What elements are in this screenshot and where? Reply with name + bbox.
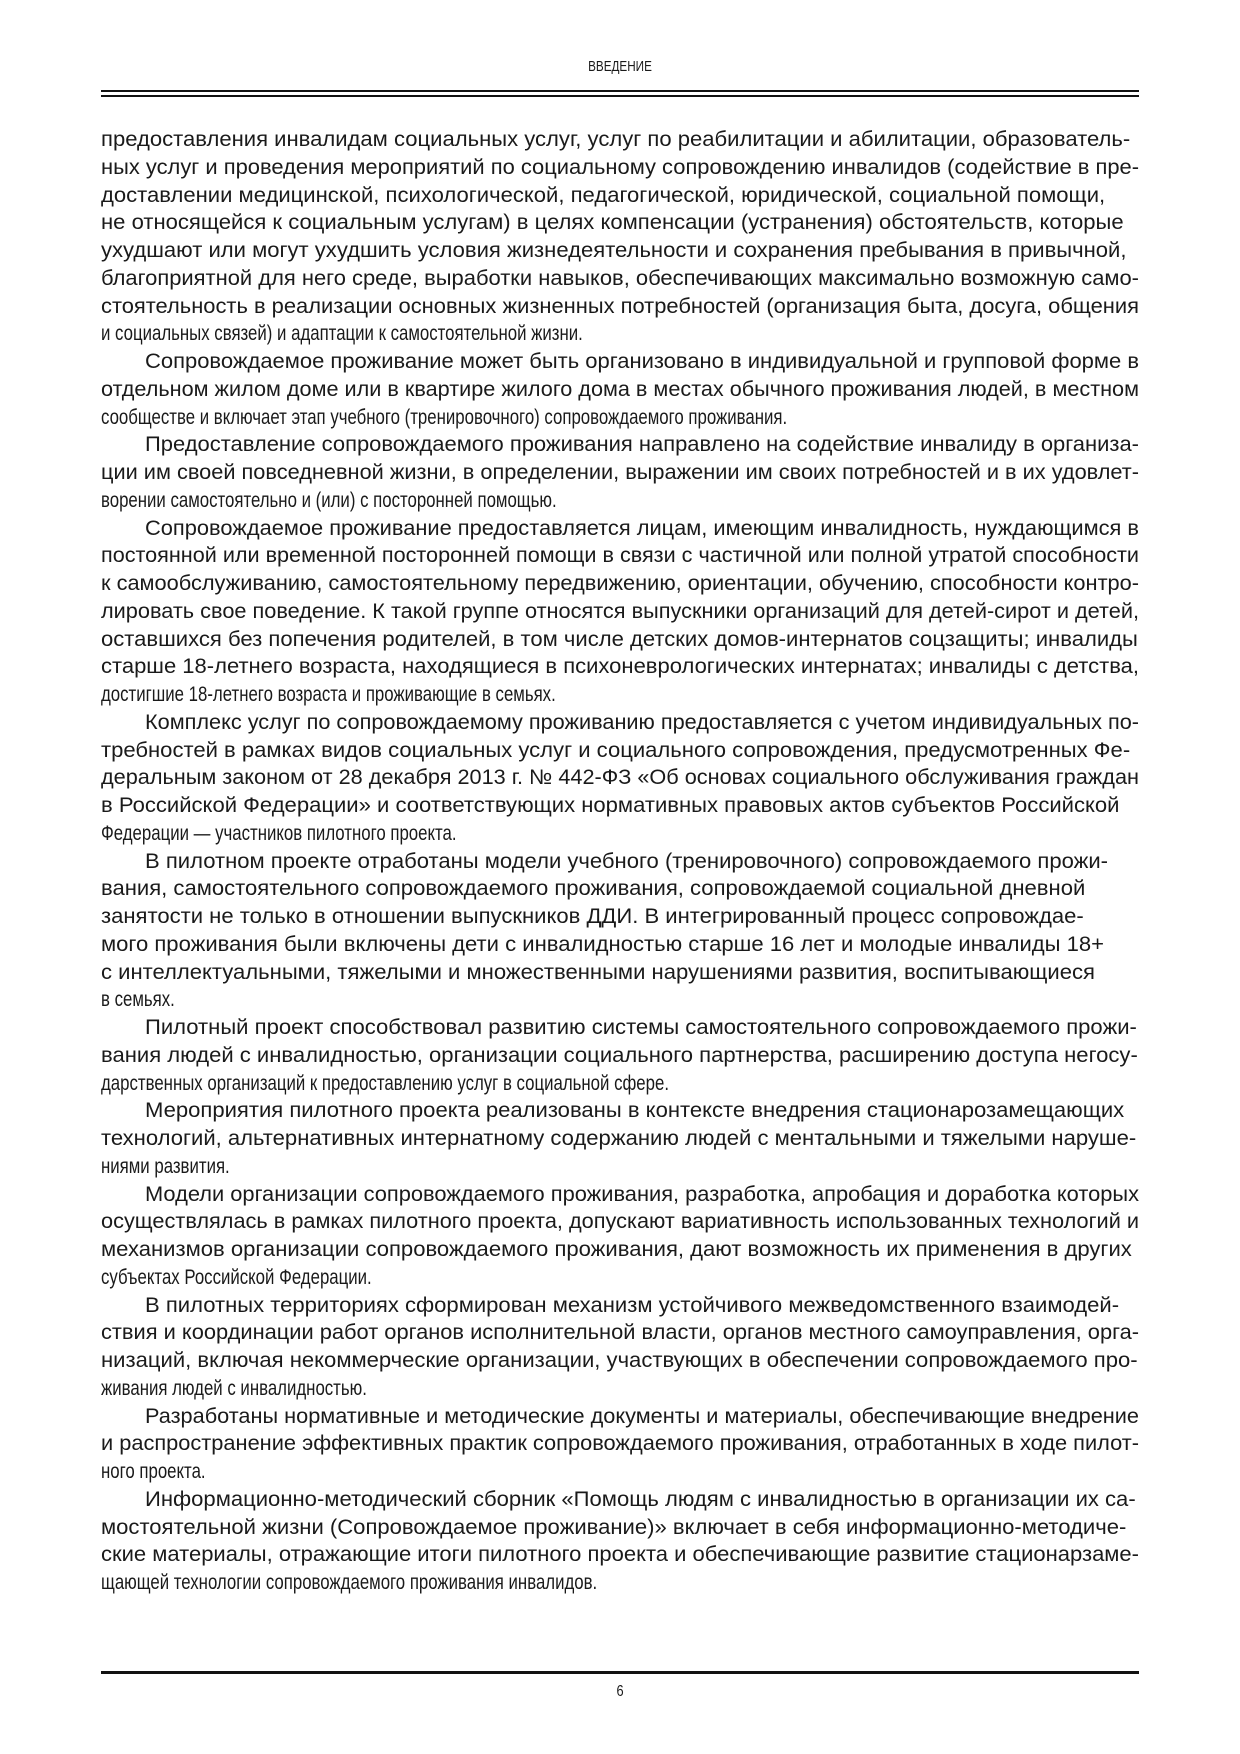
paragraph xyxy=(101,1403,1139,1486)
text-line: и социальных связей) и адаптации к самостоятельной жизни. xyxy=(101,322,583,346)
text-line: Информационно-методический сборник «Помощь людям с инвалидностью в организации их са- xyxy=(145,1487,1136,1511)
text-line: не относящейся к социальным услугам) в целях компенсации (устранения) обстоятельств, которые xyxy=(101,211,1124,235)
text-line: Сопровождаемое проживание может быть организовано в индивидуальной и групповой форме в xyxy=(145,350,1139,373)
text-line: Комплекс услуг по сопровождаемому проживанию предоставляется с учетом индивидуальных по- xyxy=(145,710,1139,734)
paragraph xyxy=(101,1486,1139,1597)
text-line: предоставления инвалидам социальных услуг, услуг по реабилитации и абилитации, образователь- xyxy=(101,128,1131,151)
text-line: низаций, включая некоммерческие организации, участвующих в обеспечении сопровождаемого про- xyxy=(101,1349,1138,1372)
paragraph xyxy=(101,1292,1139,1403)
running-header-title: ВВЕДЕНИЕ xyxy=(588,58,652,75)
text-line: ных услуг и проведения мероприятий по социальному сопровождению инвалидов (содействие в пре- xyxy=(101,155,1139,179)
text-line: занятости не только в отношении выпускников ДДИ. В интегрированный процесс сопровождае- xyxy=(101,905,1084,928)
paragraph xyxy=(101,709,1139,848)
text-line: требностей в рамках видов социальных услуг и социального сопровождения, предусмотренных Фе- xyxy=(101,738,1131,762)
text-line: оставшихся без попечения родителей, в том числе детских домов-интернатов соцзащиты; инвалиды xyxy=(101,627,1138,651)
text-line: Разработаны нормативные и методические документы и материалы, обеспечивающие внедрение xyxy=(145,1404,1139,1428)
text-line: Пилотный проект способствовал развитию системы самостоятельного сопровождаемого прожи- xyxy=(145,1016,1137,1039)
text-line: постоянной или временной посторонней помощи в связи с частичной или полной утратой способности xyxy=(101,544,1139,568)
text-line: деральным законом от 28 декабря 2013 г. № 442-ФЗ «Об основах социального обслуживания граждан xyxy=(101,766,1139,790)
paragraph xyxy=(101,1097,1139,1180)
text-line: лировать свое поведение. К такой группе относятся выпускники организаций для детей-сирот и детей, xyxy=(101,599,1139,623)
text-line: Федерации — участников пилотного проекта. xyxy=(101,821,457,845)
text-line: Мероприятия пилотного проекта реализованы в контексте внедрения стационарозамещающих xyxy=(145,1099,1125,1123)
text-line: живания людей с инвалидностью. xyxy=(101,1376,367,1400)
text-line: ские материалы, отражающие итоги пилотного проекта и обеспечивающие развитие стационарзаме- xyxy=(101,1543,1139,1567)
header-double-rule xyxy=(101,90,1139,97)
paragraph xyxy=(101,1181,1139,1292)
text-line: В пилотных территориях сформирован механизм устойчивого межведомственного взаимодей- xyxy=(145,1293,1120,1317)
paragraph xyxy=(101,348,1139,431)
text-line: механизмов организации сопровождаемого проживания, дают возможность их применения в других xyxy=(101,1238,1132,1261)
text-line: вания людей с инвалидностью, организации социального партнерства, расширению доступа негосу- xyxy=(101,1043,1138,1067)
text-line: сообществе и включает этап учебного (тренировочного) сопровождаемого проживания. xyxy=(101,405,788,429)
paragraph xyxy=(101,1014,1139,1097)
text-line: вания, самостоятельного сопровождаемого проживания, сопровождаемой социальной дневной xyxy=(101,877,1086,901)
body-text xyxy=(101,126,1139,1597)
text-line: в Российской Федерации» и соответствующих нормативных правовых актов субъектов Российской xyxy=(101,794,1120,817)
text-line: в семьях. xyxy=(101,988,175,1012)
text-line: ствия и координации работ органов исполнительной власти, органов местного самоуправления, орга- xyxy=(101,1321,1139,1345)
paragraph xyxy=(101,515,1139,709)
paragraph xyxy=(101,126,1139,348)
paragraph xyxy=(101,431,1139,514)
text-line: ворении самостоятельно и (или) с посторонней помощью. xyxy=(101,488,557,512)
text-line: старше 18-летнего возраста, находящиеся в психоневрологических интернатах; инвалиды с детства, xyxy=(101,655,1139,679)
footer-rule xyxy=(101,1671,1139,1674)
page-number: 6 xyxy=(616,1683,624,1700)
text-line: стоятельность в реализации основных жизненных потребностей (организация быта, досуга, общения xyxy=(101,294,1139,318)
text-line: к самообслуживанию, самостоятельному передвижению, ориентации, обучению, способности контро- xyxy=(101,572,1139,595)
text-line: мостоятельной жизни (Сопровождаемое проживание)» включает в себя информационно-методиче- xyxy=(101,1515,1127,1539)
text-line: дарственных организаций к предоставлению услуг в социальной сфере. xyxy=(101,1071,669,1095)
paragraph xyxy=(101,848,1139,1015)
text-line: Сопровождаемое проживание предоставляется лицам, имеющим инвалидность, нуждающимся в xyxy=(145,516,1139,540)
text-line: ного проекта. xyxy=(101,1460,206,1483)
text-line: доставлении медицинской, психологической, педагогической, юридической, социальной помощи, xyxy=(101,183,1106,207)
text-line: ции им своей повседневной жизни, в определении, выражении им своих потребностей и в их удовлет- xyxy=(101,461,1139,484)
text-line: субъектах Российской Федерации. xyxy=(101,1265,372,1289)
text-line: Модели организации сопровождаемого проживания, разработка, апробация и доработка которых xyxy=(145,1182,1139,1206)
text-line: ниями развития. xyxy=(101,1154,230,1178)
text-line: ухудшают или могут ухудшить условия жизнедеятельности и сохранения пребывания в привычной, xyxy=(101,239,1127,262)
text-line: и распространение эффективных практик сопровождаемого проживания, отработанных в ходе пилот- xyxy=(101,1432,1139,1456)
text-line: благоприятной для него среде, выработки навыков, обеспечивающих максимально возможную само- xyxy=(101,266,1139,290)
text-line: Предоставление сопровождаемого проживания направлено на содействие инвалиду в организа- xyxy=(145,433,1139,457)
text-line: отдельном жилом доме или в квартире жилого дома в местах обычного проживания людей, в местном xyxy=(101,377,1139,401)
text-line: достигшие 18-летнего возраста и проживающие в семьях. xyxy=(101,683,556,706)
text-line: В пилотном проекте отработаны модели учебного (тренировочного) сопровождаемого прожи- xyxy=(145,849,1109,873)
text-line: осуществлялась в рамках пилотного проекта, допускают вариативность использованных технологий и xyxy=(101,1210,1139,1234)
text-line: щающей технологии сопровождаемого проживания инвалидов. xyxy=(101,1571,598,1594)
text-line: технологий, альтернативных интернатному содержанию людей с ментальными и тяжелыми наруше- xyxy=(101,1127,1137,1150)
text-line: мого проживания были включены дети с инвалидностью старше 16 лет и молодые инвалиды 18+ xyxy=(101,932,1105,956)
text-line: с интеллектуальными, тяжелыми и множественными нарушениями развития, воспитывающиеся xyxy=(101,960,1095,984)
